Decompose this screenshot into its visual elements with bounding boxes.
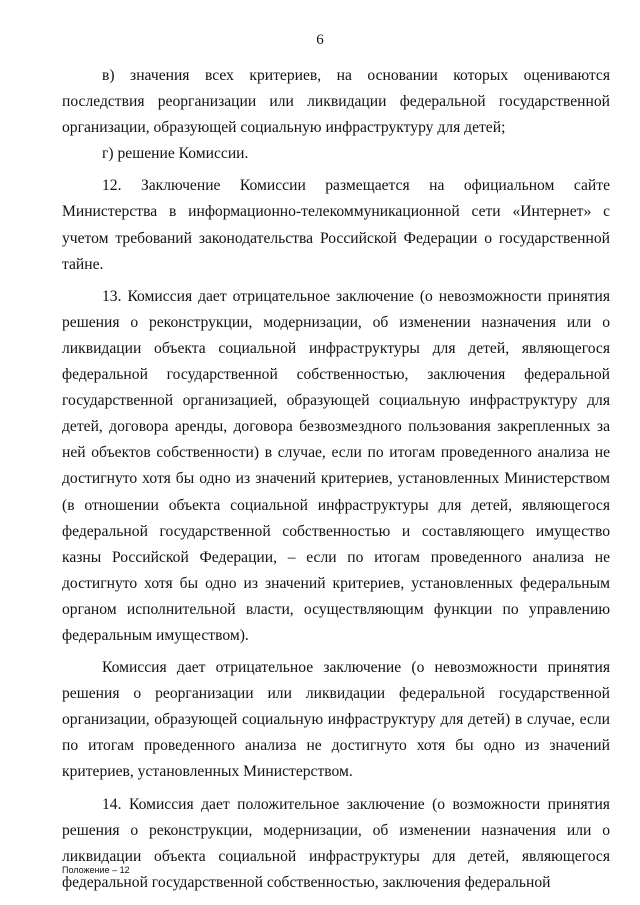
page-footer: Положение – 12 [62,865,130,875]
page-number: 6 [316,32,324,48]
paragraph-13: 13. Комиссия дает отрицательное заключение (о невозможности принятия решения о реконструкции, модернизации, об изменении назначения или о ликвидации объекта социальной инфраструктуры для детей, являющегося федеральной государственной собственностью, заключения федеральной государственной организацией, образующей социальную инфраструктуру для детей, договора аренды, договора безвозмездного пользования закрепленных за ней объектов собственности) в случае, если по итогам проведенного анализа не достигнуто хотя бы одно из значений критериев, установленных Министерством (в отношении объекта социальной инфраструктуры для детей, являющегося федеральной государственной собственностью и составляющего имущество казны Российской Федерации, – если по итогам проведенного анализа не достигнуто хотя бы одно из значений критериев, установленных федеральным органом исполнительной власти, осуществляющим функции по управлению федеральным имуществом). [62,287,610,644]
paragraph-14: 14. Комиссия дает положительное заключение (о возможности принятия решения о реконструкции, модернизации, об изменении назначения или о ликвидации объекта социальной инфраструктуры для детей, являющегося федеральной государственной собственностью, заключения федеральной [62,795,610,891]
document-body [62,63,610,896]
paragraph-commission-decision: г) решение Комиссии. [102,145,249,163]
paragraph-12: 12. Заключение Комиссии размещается на официальном сайте Министерства в информационно-телекоммуникационной сети «Интернет» с учетом требований законодательства Российской Федерации о государственной тайне. [62,177,610,273]
paragraph-criteria-values: в) значения всех критериев, на основании которых оцениваются последствия реорганизации или ликвидации федеральной государственной организации, образующей социальную инфраструктуру для детей; [62,67,610,137]
paragraph-13-negative-reorganization: Комиссия дает отрицательное заключение (о невозможности принятия решения о реорганизации или ликвидации федеральной государственной организации, образующей социальную инфраструктуру для детей) в случае, если по итогам проведенного анализа не достигнуто хотя бы одно из значений критериев, установленных Министерством. [62,659,610,781]
